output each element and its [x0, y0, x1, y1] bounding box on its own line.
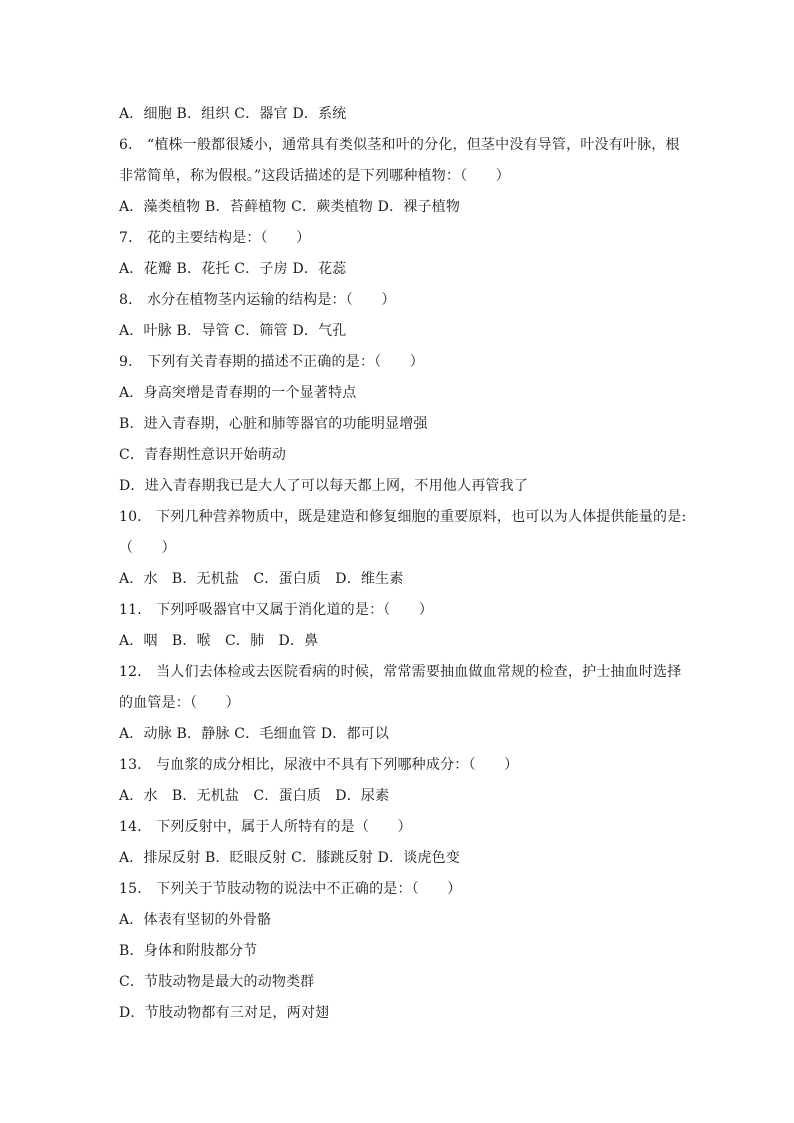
question-12-continued: 的血管是：（ ） [119, 695, 240, 711]
answer-option-q15-d: D．节肢动物都有三对足，两对翅 [119, 1005, 330, 1021]
answer-options-q5: A．细胞 B．组织 C．器官 D．系统 [119, 106, 347, 122]
answer-options-q14: A．排尿反射 B．眨眼反射 C．膝跳反射 D．谈虎色变 [119, 850, 461, 866]
question-14: 14． 下列反射中，属于人所特有的是（ ） [119, 819, 412, 835]
question-10-continued: （ ） [119, 540, 176, 556]
answer-options-q13: A．水 B．无机盐 C．蛋白质 D．尿素 [119, 788, 390, 804]
question-9: 9． 下列有关青春期的描述不正确的是：（ ） [119, 354, 424, 370]
answer-options-q6: A．藻类植物 B．苔藓植物 C．蕨类植物 D．裸子植物 [119, 199, 461, 215]
answer-options-q8: A．叶脉 B．导管 C．筛管 D．气孔 [119, 323, 347, 339]
question-10: 10． 下列几种营养物质中，既是建造和修复细胞的重要原料，也可以为人体提供能量的是: [119, 509, 687, 525]
question-13: 13． 与血浆的成分相比，尿液中不具有下列哪种成分：（ ） [119, 757, 519, 773]
question-7: 7． 花的主要结构是：（ ） [119, 230, 311, 246]
answer-options-q12: A．动脉 B．静脉 C．毛细血管 D．都可以 [119, 726, 390, 742]
question-8: 8． 水分在植物茎内运输的结构是：（ ） [119, 292, 396, 308]
answer-options-q11: A．咽 B．喉 C．肺 D．鼻 [119, 633, 319, 649]
answer-option-q9-b: B．进入青春期，心脏和肺等器官的功能明显增强 [119, 416, 428, 432]
answer-option-q15-b: B．身体和附肢都分节 [119, 943, 258, 959]
question-6-continued: 非常简单，称为假根。”这段话描述的是下列哪种植物：（ ） [119, 168, 510, 184]
answer-option-q9-c: C．青春期性意识开始萌动 [119, 447, 287, 463]
answer-option-q15-c: C．节肢动物是最大的动物类群 [119, 974, 315, 990]
answer-options-q7: A．花瓣 B．花托 C．子房 D．花蕊 [119, 261, 347, 277]
question-15: 15． 下列关于节肢动物的说法中不正确的是：（ ） [119, 881, 462, 897]
question-6: 6． “植株一般都很矮小，通常具有类似茎和叶的分化，但茎中没有导管，叶没有叶脉，根 [119, 137, 680, 153]
question-11: 11． 下列呼吸器官中又属于消化道的是：（ ） [119, 602, 434, 618]
answer-option-q9-d: D．进入青春期我已是大人了可以每天都上网，不用他人再管我了 [119, 478, 529, 494]
question-12: 12． 当人们去体检或去医院看病的时候，常常需要抽血做血常规的检查，护士抽血时选择 [119, 664, 682, 680]
answer-option-q15-a: A．体表有坚韧的外骨骼 [119, 912, 272, 928]
exam-questions [119, 99, 687, 1029]
answer-options-q10: A．水 B．无机盐 C．蛋白质 D．维生素 [119, 571, 404, 587]
answer-option-q9-a: A．身高突增是青春期的一个显著特点 [119, 385, 357, 401]
